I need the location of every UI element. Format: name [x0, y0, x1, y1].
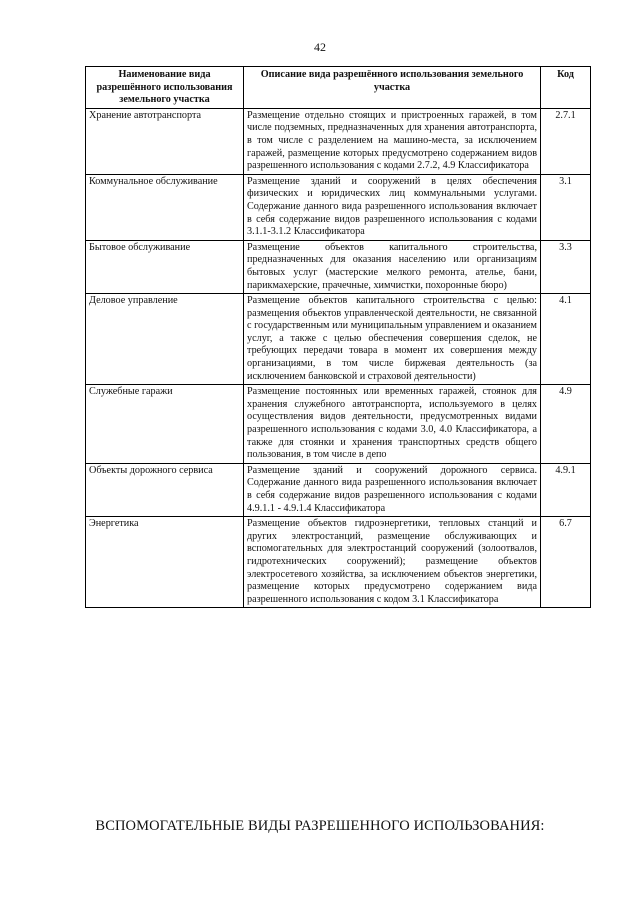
- row-code: 4.9.1: [541, 463, 591, 516]
- row-code: 6.7: [541, 517, 591, 608]
- land-use-table: [85, 66, 591, 608]
- row-name: Служебные гаражи: [86, 385, 244, 464]
- table-row: [86, 294, 591, 385]
- row-description: Размещение объектов капитального строительства, предназначенных для оказания населению или организациям бытовых услуг (мастерские мелкого ремонта, ателье, бани, парикмахерские, прачечные, химчистки, похоронные бюро): [244, 240, 541, 293]
- row-code: 4.9: [541, 385, 591, 464]
- table-header-row: [86, 67, 591, 109]
- table-row: [86, 240, 591, 293]
- table-row: [86, 517, 591, 608]
- row-name: Бытовое обслуживание: [86, 240, 244, 293]
- row-description: Размещение объектов гидроэнергетики, тепловых станций и других электростанций, размещение обслуживающих и вспомогательных для электростанций сооружений (золоотвалов, гидротехнических сооружений); размещение объектов электросетевого хозяйства, за исключением объектов энергетики, размещение которых предусмотрено содержанием вида разрешенного использования с кодом 3.1 Классификатора: [244, 517, 541, 608]
- row-description: Размещение объектов капитального строительства с целью: размещения объектов управленческой деятельности, не связанной с государственным или муниципальным управлением и оказанием услуг, а также с целью обеспечения совершения сделок, не требующих передачи товара в момент их совершения между организациями, в том числе биржевая деятельность (за исключением банковской и страховой деятельности): [244, 294, 541, 385]
- row-description: Размещение зданий и сооружений в целях обеспечения физических и юридических лиц коммунальными услугами. Содержание данного вида разрешенного использования включает в себя содержание видов разрешенного использования с кодами 3.1.1-3.1.2 Классификатора: [244, 174, 541, 240]
- table-row: [86, 174, 591, 240]
- row-name: Коммунальное обслуживание: [86, 174, 244, 240]
- section-heading: ВСПОМОГАТЕЛЬНЫЕ ВИДЫ РАЗРЕШЕННОГО ИСПОЛЬЗОВАНИЯ:: [95, 818, 545, 834]
- header-code: Код: [541, 67, 591, 109]
- row-code: 2.7.1: [541, 108, 591, 174]
- row-code: 3.1: [541, 174, 591, 240]
- row-code: 3.3: [541, 240, 591, 293]
- row-description: Размещение зданий и сооружений дорожного сервиса. Содержание данного вида разрешенного использования включает в себя содержание видов разрешенного использования с кодами 4.9.1.1 - 4.9.1.4 Классификатора: [244, 463, 541, 516]
- row-name: Деловое управление: [86, 294, 244, 385]
- row-name: Энергетика: [86, 517, 244, 608]
- page-number: 42: [314, 40, 326, 54]
- header-name: Наименование вида разрешённого использования земельного участка: [86, 67, 244, 109]
- header-description: Описание вида разрешённого использования земельного участка: [244, 67, 541, 109]
- row-description: Размещение постоянных или временных гаражей, стоянок для хранения служебного автотранспорта, используемого в целях осуществления видов деятельности, предусмотренных видами разрешенного использования с кодами 3.0, 4.0 Классификатора, а также для стоянки и хранения транспортных средств общего пользования, в том числе в депо: [244, 385, 541, 464]
- table-row: [86, 463, 591, 516]
- table-row: [86, 108, 591, 174]
- row-name: Хранение автотранспорта: [86, 108, 244, 174]
- row-code: 4.1: [541, 294, 591, 385]
- row-description: Размещение отдельно стоящих и пристроенных гаражей, в том числе подземных, предназначенных для хранения автотранспорта, в том числе с разделением на машино-места, за исключением гаражей, размещение которых предусмотрено содержанием видов разрешенного использования с кодами 2.7.2, 4.9 Классификатора: [244, 108, 541, 174]
- row-name: Объекты дорожного сервиса: [86, 463, 244, 516]
- table-row: [86, 385, 591, 464]
